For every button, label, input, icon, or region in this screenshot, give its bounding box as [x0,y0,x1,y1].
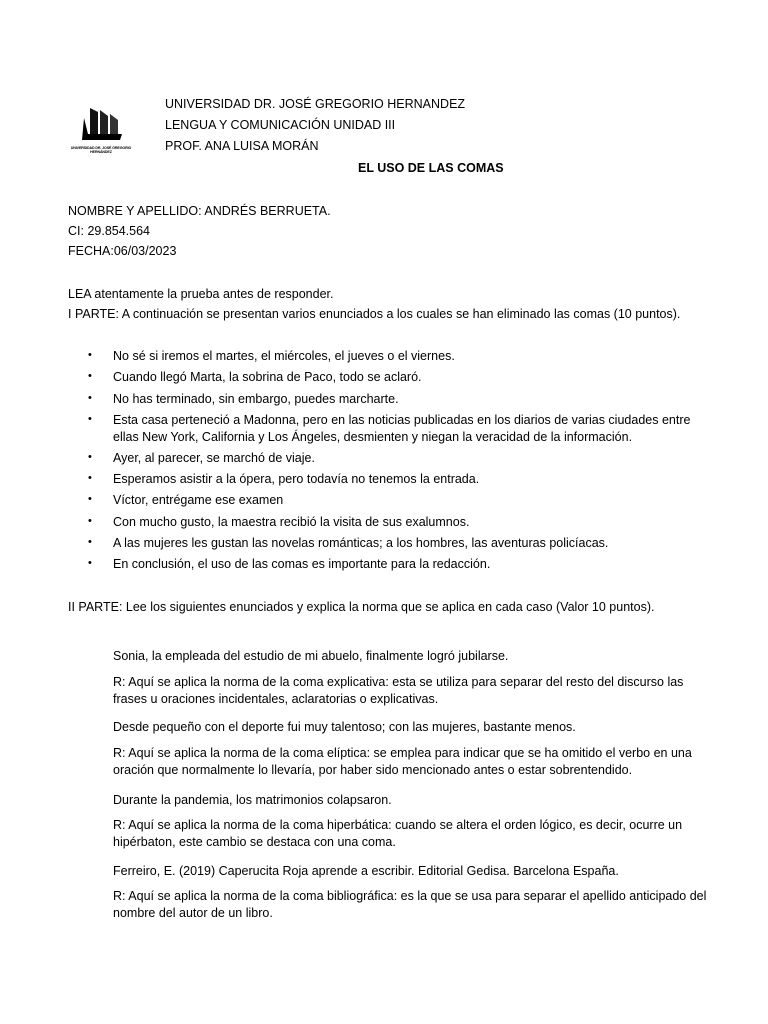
question-1 [68,648,718,665]
question-4 [68,863,718,880]
list-item: • No sé si iremos el martes, el miércoles, el jueves o el viernes. [68,348,718,365]
question-3: Durante la pandemia, los matrimonios colapsaron. [113,793,392,807]
answer-3: R: Aquí se aplica la norma de la coma hiperbática: cuando se altera el orden lógico, es decir, ocurre un hipérbaton, este cambio se destaca con una coma. [113,818,683,849]
list-item: • Esta casa perteneció a Madonna, pero en las noticias publicadas en los diarios de varias ciudades entre ellas New York, California y Los Ángeles, desmienten y niegan la veracidad de la información. [68,412,718,446]
question-text: Ferreiro, E. (2019) Caperucita Roja aprende a escribir. Editorial Gedisa. Barcelona España. [113,864,619,878]
list-item: • Víctor, entrégame ese examen [68,492,718,509]
part1-heading: I PARTE: A continuación se presentan varios enunciados a los cuales se han eliminado las comas (10 puntos). [68,307,681,321]
answer-4: R: Aquí se aplica la norma de la coma bibliográfica: es la que se usa para separar el apellido anticipado del nombre del autor de un libro. [113,889,707,920]
university-logo [68,104,134,160]
list-item: • Esperamos asistir a la ópera, pero todavía no tenemos la entrada. [68,471,718,488]
header-professor: PROF. ANA LUISA MORÁN [165,139,319,153]
part2-heading: II PARTE: Lee los siguientes enunciados y explica la norma que se aplica en cada caso (Valor 10 puntos). [68,600,655,614]
student-name: NOMBRE Y APELLIDO: ANDRÉS BERRUETA. [68,204,331,218]
question-2: Desde pequeño con el deporte fui muy talentoso; con las mujeres, bastante menos. [113,720,576,734]
answer-1: R: Aquí se aplica la norma de la coma explicativa: esta se utiliza para separar del resto del discurso las frases u oraciones incidentales, aclaratorias o explicativas. [113,675,684,706]
exam-date: FECHA:06/03/2023 [68,244,177,258]
answer-2: R: Aquí se aplica la norma de la coma elíptica: se emplea para indicar que se ha omitido el verbo en una oración que normalmente lo llevaría, por haber sido mencionado antes o estar sobrentendido. [113,746,692,777]
list-item: • Ayer, al parecer, se marchó de viaje. [68,450,718,467]
logo-text: UNIVERSIDAD DR. JOSÉ GREGORIO HERNÁNDEZ [70,146,132,155]
instructions: LEA atentamente la prueba antes de responder. [68,287,334,301]
list-item: • No has terminado, sin embargo, puedes marcharte. [68,391,718,408]
student-id: CI: 29.854.564 [68,224,151,238]
document-title: EL USO DE LAS COMAS [358,161,504,175]
question-text: Sonia, la empleada del estudio de mi abuelo, finalmente logró jubilarse. [113,649,509,663]
list-item: • En conclusión, el uso de las comas es importante para la redacción. [68,556,718,573]
list-item: • Con mucho gusto, la maestra recibió la visita de sus exalumnos. [68,514,718,531]
header-university: UNIVERSIDAD DR. JOSÉ GREGORIO HERNANDEZ [165,97,466,111]
part1-list [68,348,718,578]
list-item: • A las mujeres les gustan las novelas románticas; a los hombres, las aventuras policíacas. [68,535,718,552]
header-course: LENGUA Y COMUNICACIÓN UNIDAD III [165,118,396,132]
list-item: • Cuando llegó Marta, la sobrina de Paco, todo se aclaró. [68,369,718,386]
